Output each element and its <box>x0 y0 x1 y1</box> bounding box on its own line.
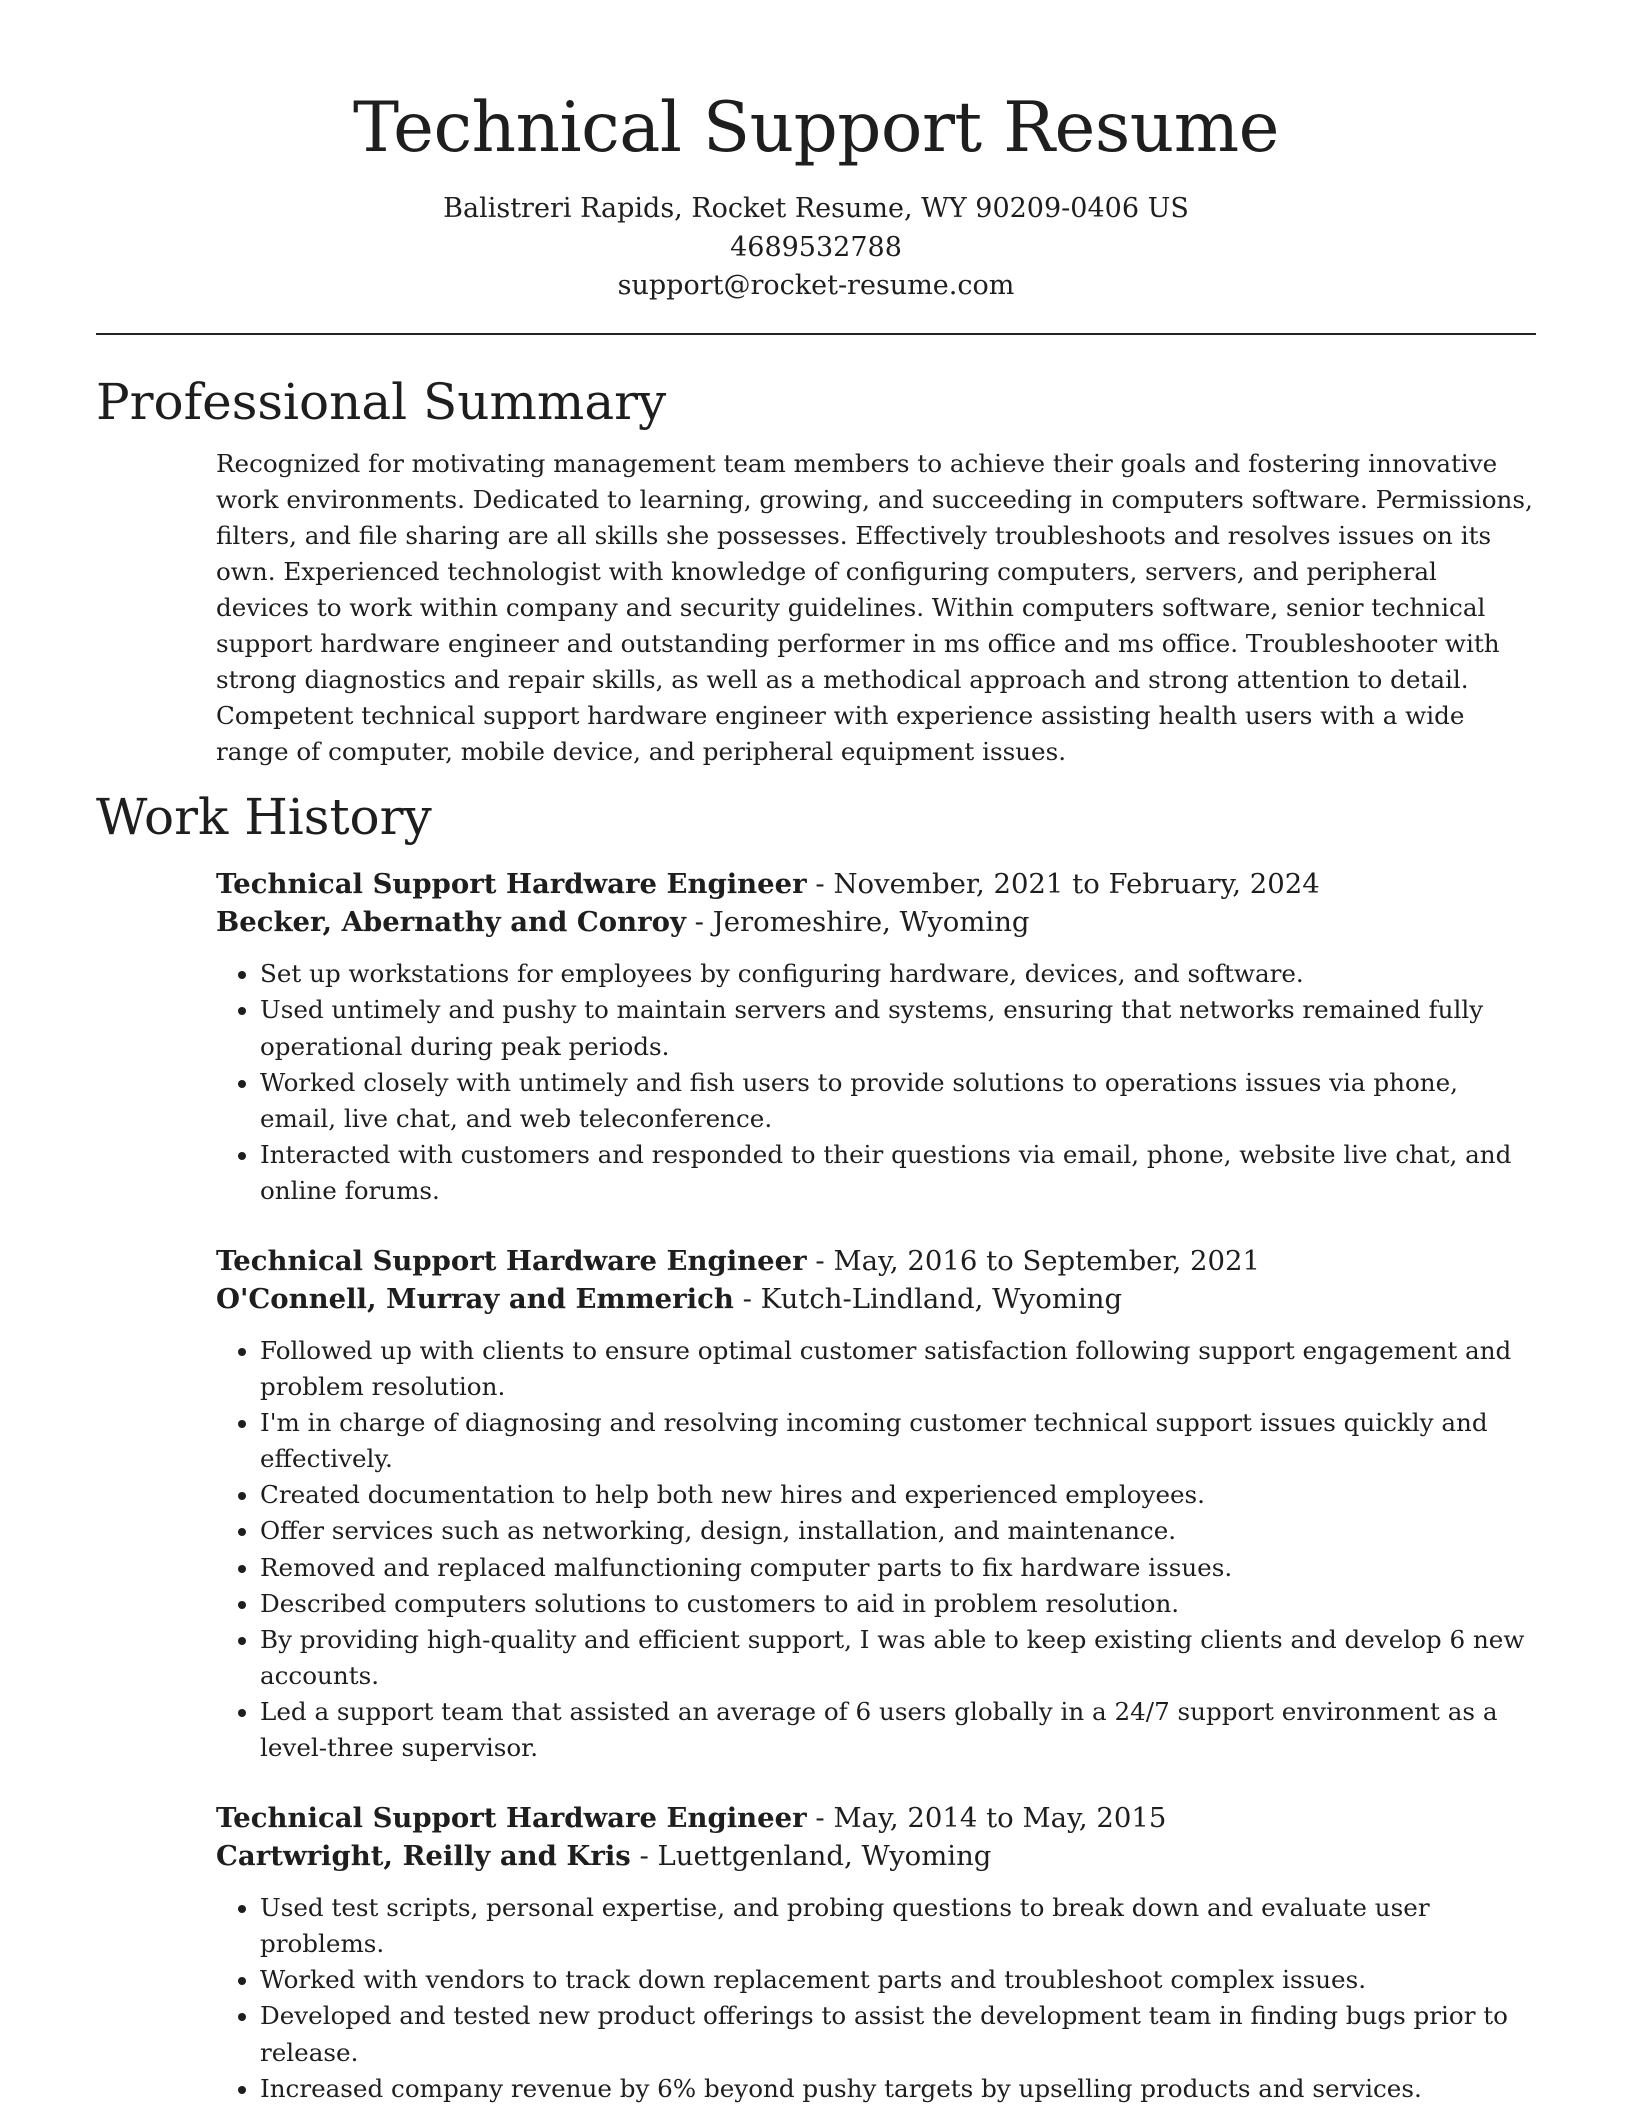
resume-header <box>96 0 1536 306</box>
job-bullet: • Developed and tested new product offerings to assist the development team in finding bugs prior to release. <box>260 1998 1536 2070</box>
job-bullets <box>216 1333 1536 1766</box>
job-bullet: • Described computers solutions to customers to aid in problem resolution. <box>260 1586 1536 1622</box>
job-location: Kutch-Lindland, Wyoming <box>760 1283 1123 1315</box>
job-bullets <box>216 956 1536 1209</box>
job-company-line: Becker, Abernathy and Conroy - Jeromeshire, Wyoming <box>216 906 1030 939</box>
job-bullet: • Worked with vendors to track down replacement parts and troubleshoot complex issues. <box>260 1962 1536 1998</box>
job-dates: May, 2014 to May, 2015 <box>833 1802 1167 1835</box>
summary-heading: Professional Summary <box>96 372 667 431</box>
job-bullet: • Used test scripts, personal expertise, and probing questions to break down and evaluate user problems. <box>260 1890 1536 1962</box>
job-dates: November, 2021 to February, 2024 <box>833 868 1320 901</box>
job-bullet: • Worked closely with untimely and fish users to provide solutions to operations issues via phone, email, live chat, and web teleconference. <box>260 1065 1536 1137</box>
job-title-line: Technical Support Hardware Engineer - May, 2016 to September, 2021 <box>216 1245 1261 1277</box>
job-company: Cartwright, Reilly and Kris <box>216 1840 631 1873</box>
job-entry <box>216 865 1536 1209</box>
job-bullet: • Used untimely and pushy to maintain servers and systems, ensuring that networks remained fully operational during peak periods. <box>260 992 1536 1064</box>
job-bullet: • I'm in charge of diagnosing and resolving incoming customer technical support issues quickly and effectively. <box>260 1405 1536 1477</box>
job-bullet: • Set up workstations for employees by configuring hardware, devices, and software. <box>260 956 1536 992</box>
job-bullet: • Offer services such as networking, design, installation, and maintenance. <box>260 1513 1536 1549</box>
job-bullets <box>216 1890 1536 2107</box>
job-location: Jeromeshire, Wyoming <box>712 906 1030 939</box>
job-bullet: • Increased company revenue by 6% beyond pushy targets by upselling products and services. <box>260 2071 1536 2107</box>
contact-phone: 4689532788 <box>730 231 902 263</box>
header-divider <box>96 333 1536 335</box>
contact-block <box>96 190 1536 306</box>
job-title: Technical Support Hardware Engineer <box>216 1245 807 1277</box>
job-bullet: • Led a support team that assisted an average of 6 users globally in a 24/7 support environment as a level-three supervisor. <box>260 1694 1536 1766</box>
job-bullet: • Interacted with customers and responded to their questions via email, phone, website live chat, and online forums. <box>260 1137 1536 1209</box>
job-bullet: • By providing high-quality and efficient support, I was able to keep existing clients and develop 6 new accounts. <box>260 1622 1536 1694</box>
job-bullet: • Followed up with clients to ensure optimal customer satisfaction following support engagement and problem resolution. <box>260 1333 1536 1405</box>
job-bullet: • Removed and replaced malfunctioning computer parts to fix hardware issues. <box>260 1550 1536 1586</box>
job-dates: May, 2016 to September, 2021 <box>833 1245 1261 1277</box>
resume-page <box>96 0 1536 2107</box>
job-title: Technical Support Hardware Engineer <box>216 868 807 901</box>
work-history-heading: Work History <box>96 788 432 847</box>
job-title-line: Technical Support Hardware Engineer - November, 2021 to February, 2024 <box>216 868 1320 901</box>
job-title-line: Technical Support Hardware Engineer - May, 2014 to May, 2015 <box>216 1802 1167 1835</box>
contact-address: Balistreri Rapids, Rocket Resume, WY 90209-0406 US <box>443 193 1189 224</box>
summary-text: Recognized for motivating management team members to achieve their goals and fostering innovative work environments. Dedicated to learning, growing, and succeeding in computers software. Permissions, filters, and file sharing are all skills she possesses. Effectively troubleshoots and resolves issues on its own. Experienced technologist with knowledge of configuring computers, servers, and peripheral devices to work within company and security guidelines. Within computers software, senior technical support hardware engineer and outstanding performer in ms office and ms office. Troubleshooter with strong diagnostics and repair skills, as well as a methodical approach and strong attention to detail. Competent technical support hardware engineer with experience assisting health users with a wide range of computer, mobile device, and peripheral equipment issues. <box>216 448 1533 767</box>
job-bullet: • Created documentation to help both new hires and experienced employees. <box>260 1477 1536 1513</box>
job-company-line: Cartwright, Reilly and Kris - Luettgenland, Wyoming <box>216 1840 992 1873</box>
job-company: Becker, Abernathy and Conroy <box>216 906 686 939</box>
resume-title: Technical Support Resume <box>352 88 1279 168</box>
job-location: Luettgenland, Wyoming <box>657 1840 992 1873</box>
job-entry <box>216 1242 1536 1766</box>
work-history-list <box>216 865 1536 2106</box>
job-company: O'Connell, Murray and Emmerich <box>216 1283 734 1315</box>
job-title: Technical Support Hardware Engineer <box>216 1802 807 1835</box>
job-entry <box>216 1799 1536 2107</box>
job-company-line: O'Connell, Murray and Emmerich - Kutch-Lindland, Wyoming <box>216 1283 1123 1315</box>
contact-email: support@rocket-resume.com <box>617 270 1015 301</box>
